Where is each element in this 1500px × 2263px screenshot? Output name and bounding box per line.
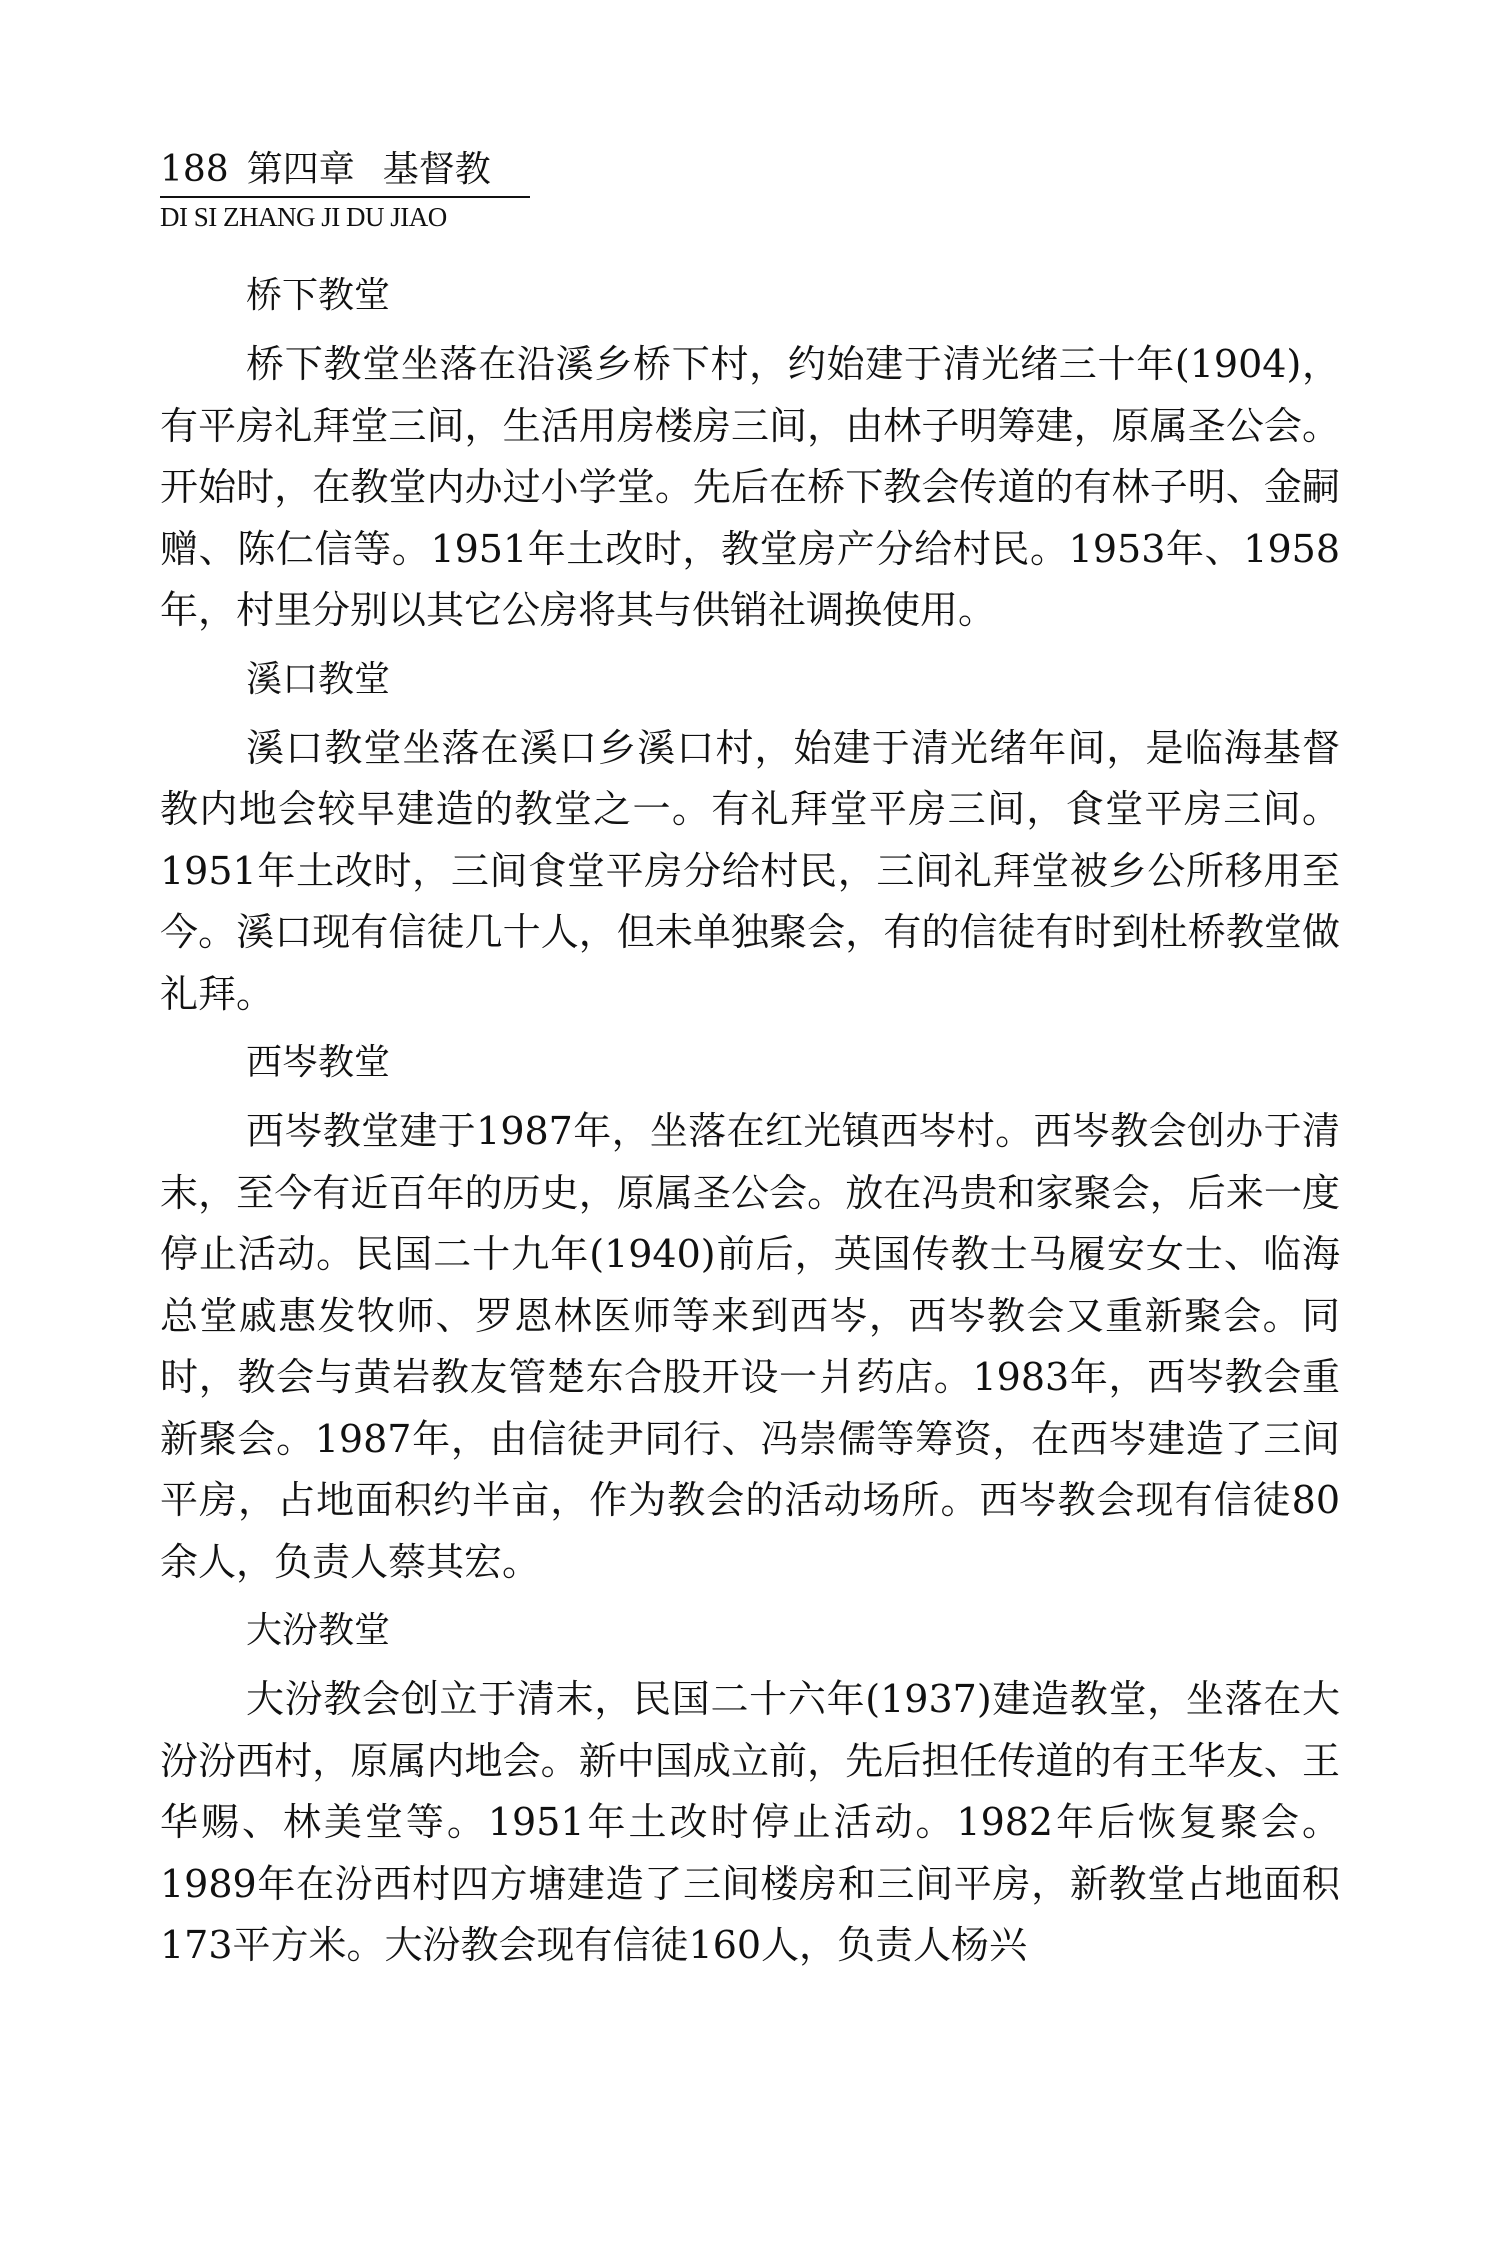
- chapter-pinyin: DI SI ZHANG JI DU JIAO: [160, 202, 447, 232]
- section-paragraph: 溪口教堂坐落在溪口乡溪口村，始建于清光绪年间，是临海基督教内地会较早建造的教堂之一。有礼拜堂平房三间，食堂平房三间。1951年土改时，三间食堂平房分给村民，三间礼拜堂被乡公所移用至今。溪口现有信徒几十人，但未单独聚会，有的信徒有时到杜桥教堂做礼拜。: [160, 725, 1340, 1016]
- section-qiaoxia: [160, 266, 1340, 642]
- section-xicen: [160, 1033, 1340, 1593]
- page-number: 188: [160, 149, 229, 190]
- running-header: [160, 146, 530, 234]
- header-top-line: [160, 146, 530, 198]
- section-title: 溪口教堂: [246, 658, 391, 700]
- section-dafen: [160, 1601, 1340, 1977]
- chapter-number: 第四章: [246, 149, 355, 190]
- section-xikou: [160, 650, 1340, 1026]
- section-paragraph: 大汾教会创立于清末，民国二十六年(1937)建造教堂，坐落在大汾汾西村，原属内地会。新中国成立前，先后担任传道的有王华友、王华赐、林美堂等。1951年土改时停止活动。1982年后恢复聚会。1989年在汾西村四方塘建造了三间楼房和三间平房，新教堂占地面积173平方米。大汾教会现有信徒160人，负责人杨兴: [160, 1677, 1340, 1967]
- section-title: 西岑教堂: [246, 1042, 391, 1083]
- chapter-title: 基督教: [382, 149, 491, 190]
- section-title: 大汾教堂: [246, 1610, 391, 1651]
- section-paragraph: 西岑教堂建于1987年，坐落在红光镇西岑村。西岑教会创办于清末，至今有近百年的历史，原属圣公会。放在冯贵和家聚会，后来一度停止活动。民国二十九年(1940)前后，英国传教士马履安女士、临海总堂戚惠发牧师、罗恩林医师等来到西岑，西岑教会又重新聚会。同时，教会与黄岩教友管楚东合股开设一爿药店。1983年，西岑教会重新聚会。1987年，由信徒尹同行、冯崇儒等筹资，在西岑建造了三间平房，占地面积约半亩，作为教会的活动场所。西岑教会现有信徒80余人，负责人蔡其宏。: [160, 1109, 1340, 1584]
- section-paragraph: 桥下教堂坐落在沿溪乡桥下村，约始建于清光绪三十年(1904)，有平房礼拜堂三间，生活用房楼房三间，由林子明筹建，原属圣公会。开始时，在教堂内办过小学堂。先后在桥下教会传道的有林子明、金嗣赠、陈仁信等。1951年土改时，教堂房产分给村民。1953年、1958年，村里分别以其它公房将其与供销社调换使用。: [160, 342, 1340, 632]
- page-content: [160, 258, 1340, 1981]
- section-title: 桥下教堂: [246, 275, 391, 316]
